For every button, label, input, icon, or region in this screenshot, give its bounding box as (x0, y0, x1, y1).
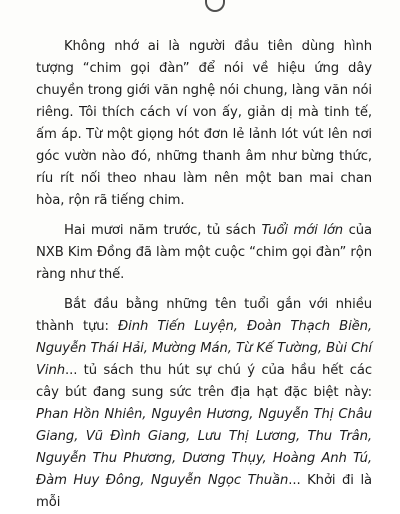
decorative-ornament-icon (205, 0, 225, 12)
book-series-title: Tuổi mới lớn (261, 223, 344, 238)
text-segment: của NXB Kim Đồng đã làm một cuộc “chim gọi đàn” rộn ràng như thế. (36, 223, 372, 282)
text-segment: Bắt đầu bằng những tên tuổi gắn với nhiều thành tựu: (36, 297, 372, 334)
text-segment: ... tủ sách thu hút sự chú ý của hầu hết các cây bút đang sung sức trên địa hạt đặc biệt này: (36, 363, 372, 400)
author-names: Đinh Tiến Luyện, Đoàn Thạch Biền, Nguyễn Thái Hải, Mường Mán, Từ Kế Tường, Bùi Chí Vinh (36, 319, 372, 378)
paragraph (36, 220, 372, 286)
text-segment: Hai mươi năm trước, tủ sách (64, 223, 262, 238)
text-segment: Không nhớ ai là người đầu tiên dùng hình tượng “chim gọi đàn” để nói về hiệu ứng dây chuyền trong giới văn nghệ nói chung, làng văn nói riêng. Tôi thích cách ví von ấy, giản dị mà tinh tế, ấm áp. Từ một giọng hót đơn lẻ lảnh lót vút lên nơi góc vườn nào đó, những thanh âm như bừng thức, ríu rít nối theo nhau làm nên một ban mai chan hòa, rộn rã tiếng chim. (36, 39, 372, 208)
author-names: Phan Hồn Nhiên, Nguyên Hương, Nguyễn Thị Châu Giang, Vũ Đình Giang, Lưu Thị Lương, Thu Trân, Nguyễn Thu Phương, Dương Thụy, Hoàng Anh Tú, Đàm Huy Đông, Nguyễn Ngọc Thuần (36, 407, 372, 488)
paragraph (36, 36, 372, 212)
paragraph (36, 294, 372, 514)
body-text (36, 36, 372, 514)
text-segment: ... Khởi đi là mỗi (36, 473, 372, 510)
